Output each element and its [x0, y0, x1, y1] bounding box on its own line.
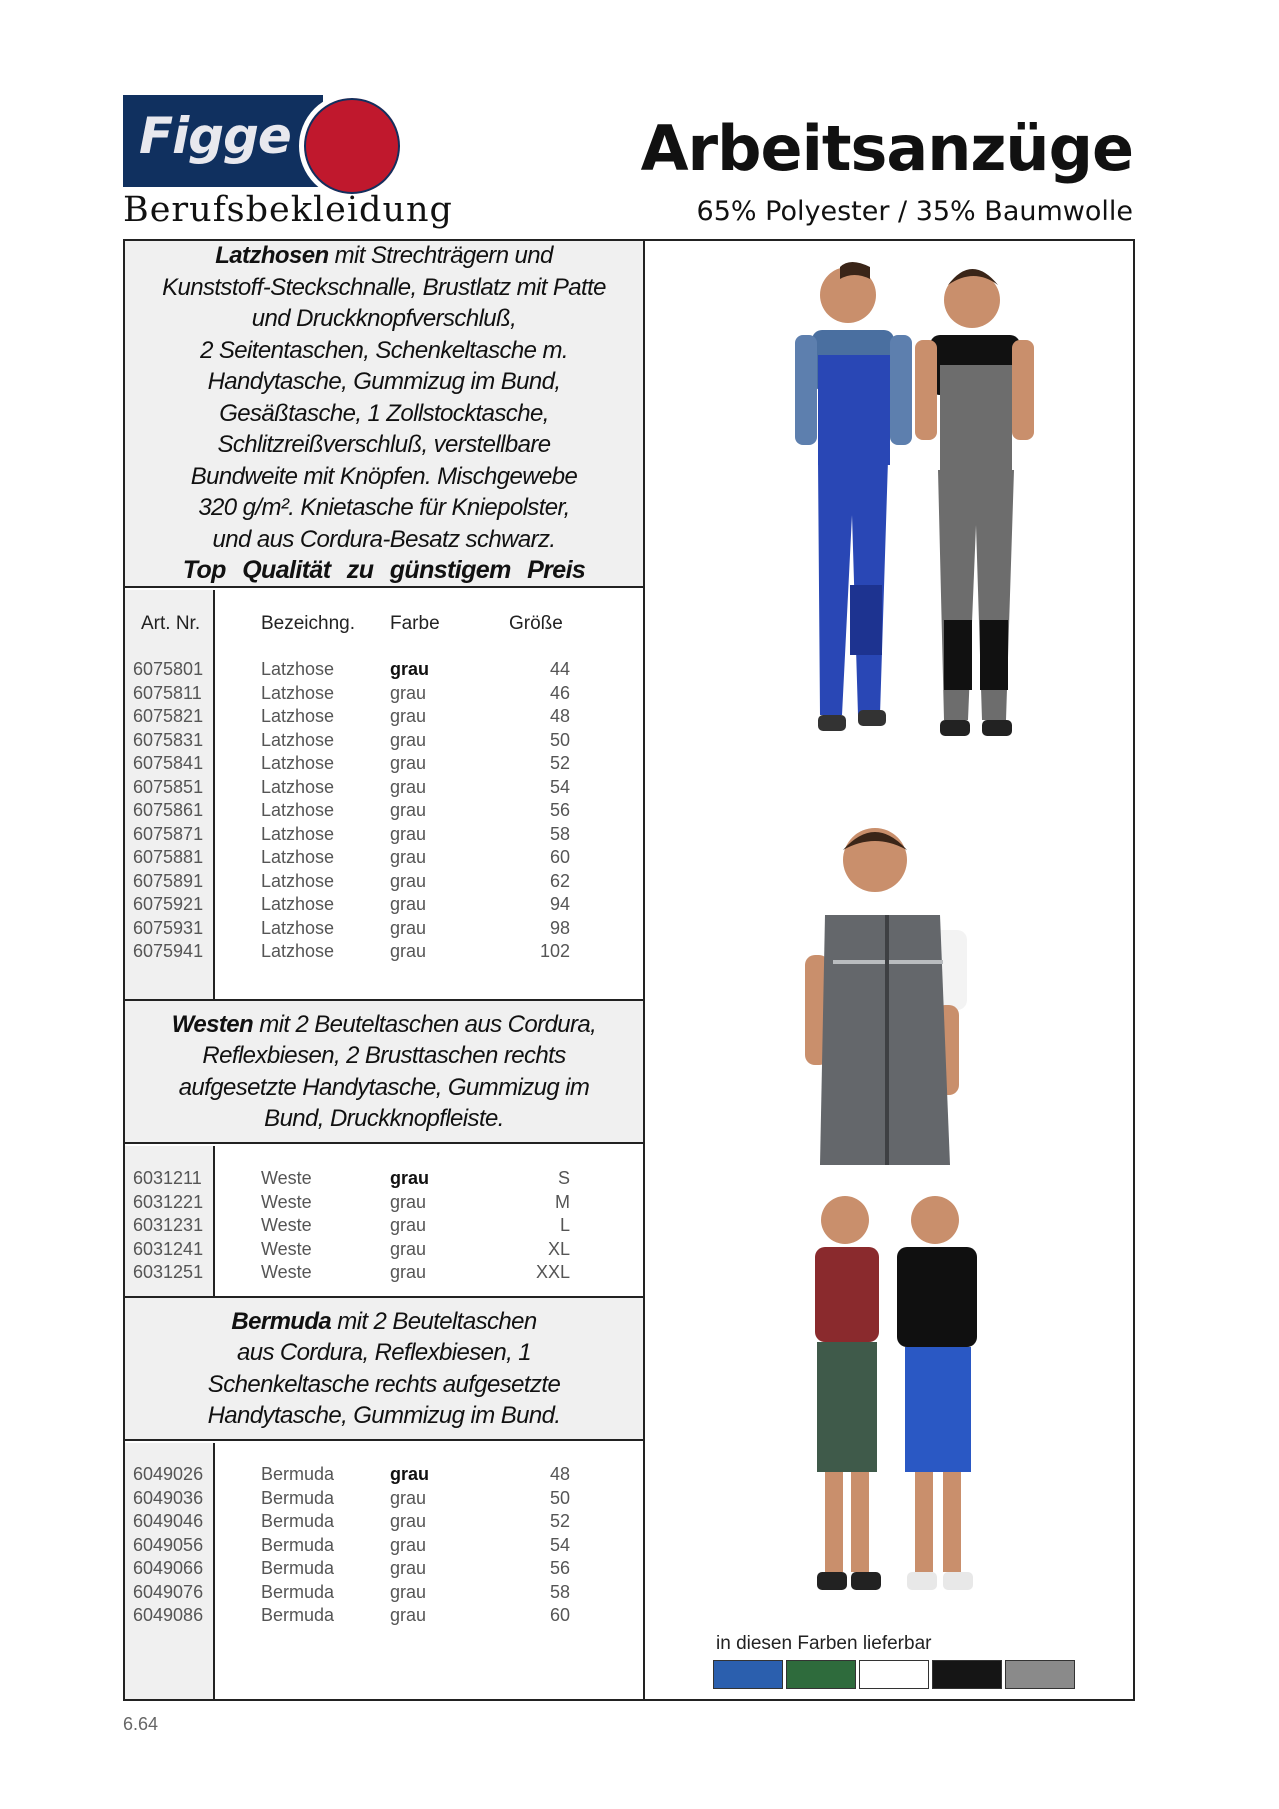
color-cell: grau — [390, 1558, 427, 1578]
article-number-cell: 6031221 — [133, 1191, 204, 1212]
designation-cell: Latzhose — [261, 870, 335, 891]
bermuda-description — [125, 1298, 643, 1441]
latzhosen-name: Latzhosen — [215, 242, 329, 270]
size-cell: 60 — [549, 847, 570, 867]
westen-name: Westen — [171, 1010, 254, 1038]
table-row — [0, 1510, 643, 1533]
color-cell: grau — [390, 1464, 430, 1484]
size-cell: M — [555, 1191, 570, 1212]
desc-line: und Druckknopfverschluß, — [251, 305, 517, 333]
table-row — [0, 1261, 643, 1284]
designation-cell: Latzhose — [261, 729, 335, 750]
designation-cell: Latzhose — [261, 706, 335, 726]
article-number-cell: 6031251 — [133, 1262, 204, 1282]
desc-line: Bundweite mit Knöpfen. Mischgewebe — [190, 462, 578, 490]
desc-line: mit 2 Beuteltaschen aus Cordura, — [253, 1010, 597, 1038]
color-cell: grau — [390, 1487, 427, 1508]
designation-cell: Bermuda — [261, 1487, 335, 1508]
designation-cell: Latzhose — [261, 894, 335, 914]
size-cell: 52 — [549, 753, 570, 773]
article-number-cell: 6075871 — [133, 823, 204, 844]
color-cell: grau — [390, 776, 427, 797]
article-number-cell: 6075851 — [133, 776, 204, 797]
brand-subtitle: Berufsbekleidung — [123, 190, 453, 230]
column-divider — [643, 239, 645, 1701]
color-cell: grau — [390, 682, 427, 703]
desc-line: aufgesetzte Handytasche, Gummizug im — [178, 1073, 590, 1101]
desc-line: 320 g/m². Knietasche für Kniepolster, — [198, 494, 570, 522]
desc-line: Bund, Druckknopfleiste. — [264, 1105, 504, 1132]
table-row — [0, 1557, 643, 1580]
article-number-cell: 6075921 — [133, 894, 204, 914]
table-row — [0, 1604, 643, 1627]
table-row — [0, 776, 643, 799]
color-cell: grau — [390, 1238, 427, 1259]
size-cell: 54 — [549, 1534, 570, 1555]
size-cell: 54 — [549, 776, 570, 797]
designation-cell: Weste — [261, 1262, 312, 1282]
size-cell: 60 — [549, 1605, 570, 1625]
weste-model-photo — [775, 815, 1015, 1175]
designation-cell: Latzhose — [261, 917, 335, 938]
size-cell: XXL — [535, 1262, 570, 1282]
size-cell: 58 — [549, 1581, 570, 1602]
desc-line: Schlitzreißverschluß, verstellbare — [217, 431, 551, 459]
latzhosen-models-photo — [700, 255, 1090, 815]
size-cell: 98 — [549, 917, 570, 938]
table-row — [0, 1581, 643, 1604]
color-cell: grau — [390, 729, 427, 750]
designation-cell: Latzhose — [261, 847, 335, 867]
designation-cell: Weste — [261, 1191, 312, 1212]
table-row — [0, 1214, 643, 1237]
designation-cell: Bermuda — [261, 1581, 335, 1602]
desc-line: mit Strechträgern und — [328, 242, 553, 270]
table-row — [0, 823, 643, 846]
color-cell: grau — [390, 1605, 427, 1625]
table-row — [0, 846, 643, 869]
designation-cell: Latzhose — [261, 682, 335, 703]
desc-line: mit 2 Beuteltaschen — [331, 1307, 537, 1335]
figge-logo — [123, 95, 400, 187]
latzhosen-table — [0, 658, 643, 988]
desc-line: Handytasche, Gummizug im Bund. — [207, 1402, 561, 1429]
article-number-cell: 6075861 — [133, 800, 204, 820]
desc-line: Reflexbiesen, 2 Brusttaschen rechts — [202, 1042, 566, 1069]
color-swatch-black — [932, 1660, 1002, 1689]
article-number-cell: 6075891 — [133, 870, 204, 891]
table-row — [0, 1167, 643, 1190]
header-art-nr: Art. Nr. — [141, 613, 201, 634]
size-cell: 94 — [549, 894, 570, 914]
page-number: 6.64 — [123, 1714, 159, 1734]
size-cell: 48 — [549, 1464, 570, 1484]
size-cell: 46 — [549, 682, 570, 703]
designation-cell: Weste — [261, 1168, 312, 1188]
bermuda-models-photo — [755, 1185, 1035, 1620]
designation-cell: Bermuda — [261, 1534, 335, 1555]
article-number-cell: 6075831 — [133, 729, 204, 750]
table-row — [0, 658, 643, 681]
size-cell: 48 — [549, 706, 570, 726]
size-cell: 58 — [549, 823, 570, 844]
article-number-cell: 6075931 — [133, 917, 204, 938]
color-cell: grau — [390, 1534, 427, 1555]
desc-line: Schenkeltasche rechts aufgesetzte — [207, 1370, 561, 1398]
table-row — [0, 752, 643, 775]
size-cell: 50 — [549, 1487, 570, 1508]
available-colors-label: in diesen Farben lieferbar — [716, 1633, 932, 1654]
designation-cell: Bermuda — [261, 1605, 335, 1625]
size-cell: 56 — [549, 800, 570, 820]
article-number-cell: 6049026 — [133, 1464, 204, 1484]
header-bezeichnung: Bezeichng. — [261, 613, 356, 634]
logo-text: Figge — [139, 107, 291, 165]
designation-cell: Latzhose — [261, 659, 335, 679]
size-cell: 44 — [549, 659, 570, 679]
table-row — [0, 1238, 643, 1261]
latzhosen-description — [125, 241, 643, 588]
designation-cell: Latzhose — [261, 800, 335, 820]
designation-cell: Bermuda — [261, 1464, 335, 1484]
size-cell: S — [557, 1168, 570, 1188]
table-row — [0, 799, 643, 822]
designation-cell: Bermuda — [261, 1511, 335, 1531]
header-farbe: Farbe — [390, 613, 440, 634]
color-cell: grau — [390, 870, 427, 891]
size-cell: XL — [547, 1238, 570, 1259]
size-cell: 52 — [549, 1511, 570, 1531]
article-number-cell: 6075881 — [133, 847, 204, 867]
color-cell: grau — [390, 1168, 430, 1188]
desc-line: Handytasche, Gummizug im Bund, — [207, 368, 561, 396]
table-row — [0, 1534, 643, 1557]
color-cell: grau — [390, 1511, 427, 1531]
logo-red-circle — [299, 93, 405, 199]
color-cell: grau — [390, 941, 427, 961]
article-number-cell: 6031231 — [133, 1215, 204, 1235]
desc-line: 2 Seitentaschen, Schenkeltasche m. — [200, 336, 568, 364]
color-cell: grau — [390, 823, 427, 844]
designation-cell: Weste — [261, 1215, 312, 1235]
designation-cell: Weste — [261, 1238, 312, 1259]
article-number-cell: 6031241 — [133, 1238, 204, 1259]
designation-cell: Latzhose — [261, 823, 335, 844]
color-swatch-grey — [1005, 1660, 1075, 1689]
color-cell: grau — [390, 1262, 427, 1282]
tagline: Top Qualität zu günstigem Preis — [182, 556, 586, 585]
header-groesse: Größe — [509, 613, 563, 634]
size-cell: 102 — [539, 941, 570, 961]
article-number-cell: 6075941 — [133, 941, 204, 961]
color-swatch-blue — [713, 1660, 783, 1689]
desc-line: aus Cordura, Reflexbiesen, 1 — [236, 1339, 532, 1366]
desc-line: Gesäßtasche, 1 Zollstocktasche, — [219, 399, 549, 427]
article-number-cell: 6049066 — [133, 1558, 204, 1578]
table-row — [0, 1463, 643, 1486]
color-swatch-white — [859, 1660, 929, 1689]
article-number-cell: 6049046 — [133, 1511, 204, 1531]
westen-table — [0, 1167, 643, 1287]
color-cell: grau — [390, 800, 427, 820]
table-row — [0, 917, 643, 940]
color-cell: grau — [390, 706, 427, 726]
color-cell: grau — [390, 894, 427, 914]
article-number-cell: 6049086 — [133, 1605, 204, 1625]
article-number-cell: 6049036 — [133, 1487, 204, 1508]
designation-cell: Bermuda — [261, 1558, 335, 1578]
table-row — [0, 682, 643, 705]
bermuda-name: Bermuda — [231, 1307, 332, 1335]
table-row — [0, 940, 643, 963]
table-row — [0, 729, 643, 752]
table-row — [0, 870, 643, 893]
article-number-cell: 6075841 — [133, 753, 204, 773]
table-row — [0, 893, 643, 916]
color-cell: grau — [390, 847, 427, 867]
color-cell: grau — [390, 1191, 427, 1212]
desc-line: Kunststoff-Steckschnalle, Brustlatz mit Patte — [162, 273, 606, 301]
designation-cell: Latzhose — [261, 753, 335, 773]
table-row — [0, 1487, 643, 1510]
westen-description — [125, 1001, 643, 1144]
article-number-cell: 6049056 — [133, 1534, 204, 1555]
article-number-cell: 6075821 — [133, 706, 204, 726]
page-subtitle: 65% Polyester / 35% Baumwolle — [696, 196, 1133, 227]
size-cell: 50 — [549, 729, 570, 750]
table-header — [0, 612, 643, 636]
color-cell: grau — [390, 753, 427, 773]
color-cell: grau — [390, 917, 427, 938]
size-cell: 62 — [549, 870, 570, 891]
bermuda-table — [0, 1463, 643, 1633]
size-cell: L — [559, 1215, 570, 1235]
color-cell: grau — [390, 1215, 427, 1235]
size-cell: 56 — [549, 1558, 570, 1578]
desc-line: und aus Cordura-Besatz schwarz. — [212, 525, 556, 553]
article-number-cell: 6075811 — [133, 682, 202, 703]
table-row — [0, 705, 643, 728]
table-row — [0, 1191, 643, 1214]
color-cell: grau — [390, 659, 430, 679]
article-number-cell: 6031211 — [133, 1168, 202, 1188]
article-number-cell: 6049076 — [133, 1581, 204, 1602]
page-title: Arbeitsanzüge — [640, 112, 1133, 185]
designation-cell: Latzhose — [261, 776, 335, 797]
color-cell: grau — [390, 1581, 427, 1602]
article-number-cell: 6075801 — [133, 659, 204, 679]
designation-cell: Latzhose — [261, 941, 335, 961]
color-swatch-green — [786, 1660, 856, 1689]
